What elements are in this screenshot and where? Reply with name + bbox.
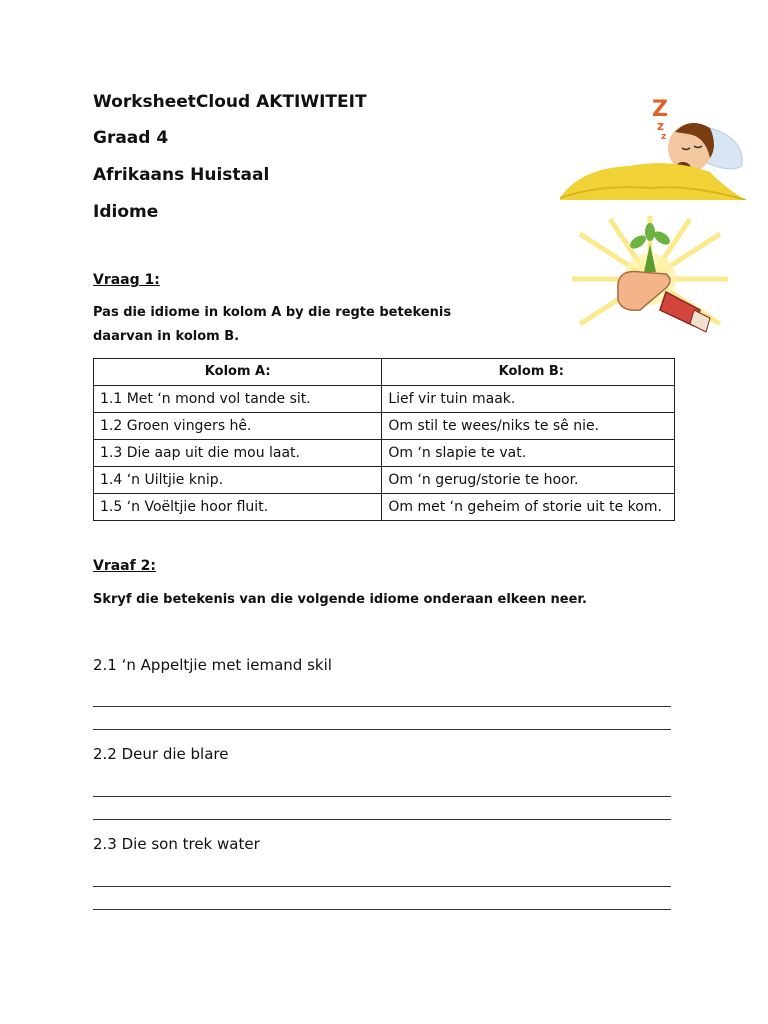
- sleeping-person-icon: [560, 88, 746, 200]
- svg-text:z: z: [657, 119, 664, 133]
- idiom-cell: 1.5 ‘n Voëltjie hoor fluit.: [94, 494, 382, 521]
- answer-line[interactable]: [93, 909, 671, 910]
- meaning-cell: Om ‘n gerug/storie te hoor.: [382, 467, 675, 494]
- idiom-cell: 1.4 ‘n Uiltjie knip.: [94, 467, 382, 494]
- table-header-row: [94, 359, 675, 386]
- table-row: [94, 386, 675, 413]
- idiom-item-2-3: 2.3 Die son trek water: [93, 835, 260, 853]
- question1-instruction-line1: Pas die idiome in kolom A by die regte betekenis: [93, 305, 452, 320]
- question1-instruction-line2: daarvan in kolom B.: [93, 329, 240, 344]
- svg-text:z: z: [661, 132, 667, 142]
- table-row: [94, 440, 675, 467]
- worksheet-title: WorksheetCloud AKTIWITEIT: [93, 92, 367, 112]
- svg-text:Z: Z: [652, 97, 668, 122]
- column-a-header: Kolom A:: [94, 359, 382, 386]
- question2-instruction: Skryf die betekenis van die volgende idiome onderaan elkeen neer.: [93, 592, 587, 607]
- question1-label: Vraag 1:: [93, 272, 160, 288]
- column-b-header: Kolom B:: [382, 359, 675, 386]
- table-row: [94, 494, 675, 521]
- idiom-matching-table: [93, 358, 675, 521]
- topic-label: Idiome: [93, 202, 159, 222]
- meaning-cell: Om stil te wees/niks te sê nie.: [382, 413, 675, 440]
- answer-line[interactable]: [93, 796, 671, 797]
- answer-line[interactable]: [93, 706, 671, 707]
- idiom-cell: 1.1 Met ‘n mond vol tande sit.: [94, 386, 382, 413]
- answer-line[interactable]: [93, 886, 671, 887]
- table-row: [94, 467, 675, 494]
- green-fingers-hand-icon: [570, 214, 730, 344]
- meaning-cell: Om ‘n slapie te vat.: [382, 440, 675, 467]
- meaning-cell: Lief vir tuin maak.: [382, 386, 675, 413]
- idiom-cell: 1.3 Die aap uit die mou laat.: [94, 440, 382, 467]
- table-row: [94, 413, 675, 440]
- answer-line[interactable]: [93, 819, 671, 820]
- question2-label: Vraaf 2:: [93, 558, 156, 574]
- meaning-cell: Om met ‘n geheim of storie uit te kom.: [382, 494, 675, 521]
- answer-line[interactable]: [93, 729, 671, 730]
- idiom-cell: 1.2 Groen vingers hê.: [94, 413, 382, 440]
- idiom-item-2-2: 2.2 Deur die blare: [93, 745, 229, 763]
- grade-label: Graad 4: [93, 128, 169, 148]
- idiom-item-2-1: 2.1 ‘n Appeltjie met iemand skil: [93, 656, 332, 674]
- subject-label: Afrikaans Huistaal: [93, 165, 270, 185]
